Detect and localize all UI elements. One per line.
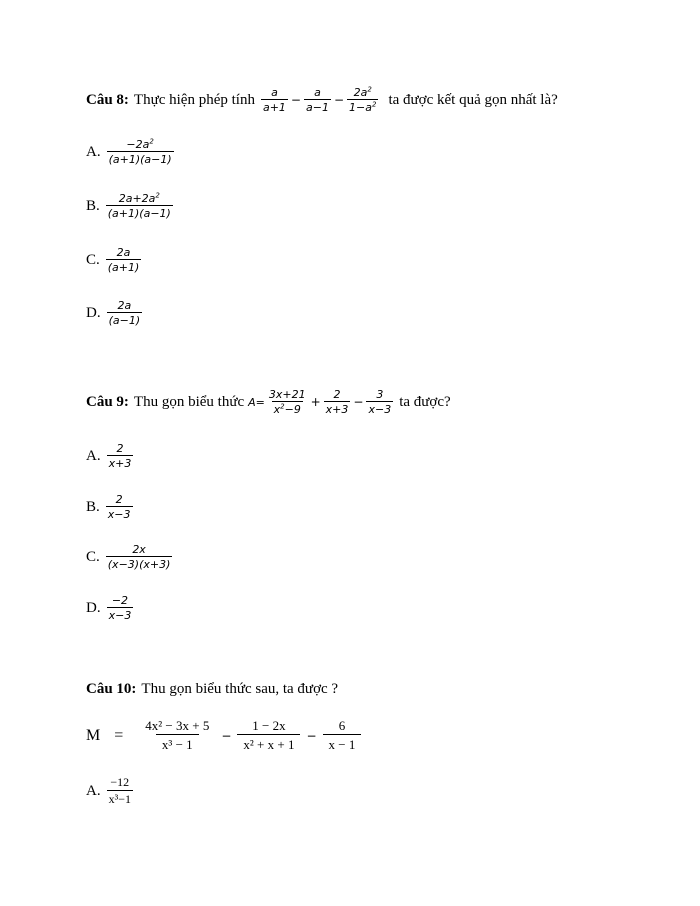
q9-option-c: C. $\frac{2x}{(x-3)(x+3)}$ xyxy=(86,543,171,571)
q8-option-c: C. $\frac{2a}{(a+1)}$ xyxy=(86,246,140,274)
q9-lhs: A= xyxy=(248,395,265,409)
q10-option-a: A. $\frac{-12}{\text{x³−1}}$ xyxy=(86,775,131,806)
question-10-text: Thu gọn biểu thức sau, ta được ? xyxy=(141,681,339,697)
question-9-label: Câu 9: xyxy=(86,393,129,410)
q9-term-2: $\frac{2}{x+3}$ xyxy=(325,388,349,416)
question-9 xyxy=(86,388,451,416)
q8-option-a: A. $\frac{-2a^2}{(a+1)(a-1)}$ xyxy=(86,137,172,166)
q10-equals: = xyxy=(114,726,124,744)
q9-option-b: B. $\frac{2}{x-3}$ xyxy=(86,493,131,521)
question-9-text-after: ta được? xyxy=(399,393,451,410)
q10-term-2: $\frac{1 - 2x}{\text{x² + x + 1}}$ xyxy=(237,718,300,753)
question-8-label: Câu 8: xyxy=(86,91,129,108)
question-9-text: Thu gọn biểu thức xyxy=(133,393,245,410)
question-10-label: Câu 10: xyxy=(86,681,137,697)
q10-operator-1: − xyxy=(221,728,232,743)
question-8-text-after: ta được kết quả gọn nhất là? xyxy=(388,91,558,108)
question-10 xyxy=(86,681,338,698)
q9-operator-2: − xyxy=(353,395,364,409)
q10-lhs: M xyxy=(86,726,101,744)
q10-term-1: $\frac{\text{4x² − 3x + 5}}{\text{x³ − 1}}$ xyxy=(145,718,210,752)
q8-term-3: $\frac{2a^2}{1-a^2}$ xyxy=(349,85,377,114)
q9-term-1: $\frac{3x+21}{x^2-9}$ xyxy=(268,388,306,416)
q9-operator-1: + xyxy=(310,395,321,409)
q9-term-3: $\frac{3}{x-3}$ xyxy=(368,388,392,416)
question-8-text: Thực hiện phép tính xyxy=(133,91,255,108)
q8-term-2: $\frac{a}{a-1}$ xyxy=(305,86,329,114)
q10-expression xyxy=(86,718,363,753)
q8-option-d: D. $\frac{2a}{(a-1)}$ xyxy=(86,299,141,327)
question-8 xyxy=(86,86,558,114)
q9-option-d: D. $\frac{-2}{x-3}$ xyxy=(86,594,132,622)
q8-option-b: B. $\frac{2a+2a^2}{(a+1)(a-1)}$ xyxy=(86,191,171,220)
q8-term-1: $\frac{a}{a+1}$ xyxy=(262,86,286,114)
q8-operator-2: − xyxy=(333,93,345,107)
q8-operator-1: − xyxy=(290,93,301,107)
q10-operator-2: − xyxy=(306,728,317,743)
q9-option-a: A. $\frac{2}{x+3}$ xyxy=(86,442,132,470)
q10-term-3: $\frac{6}{x - 1}$ xyxy=(323,718,362,753)
